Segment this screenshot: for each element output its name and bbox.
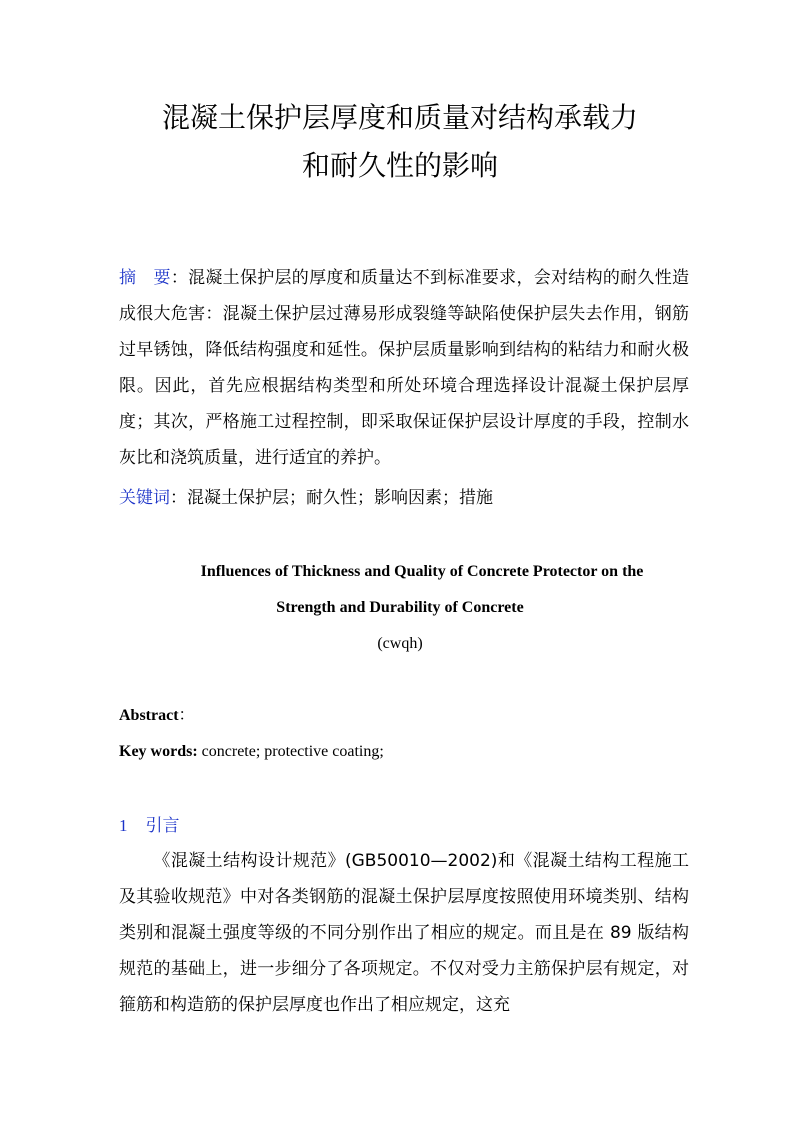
english-abstract-label: Abstract — [119, 707, 179, 724]
title-line-2: 和耐久性的影响 — [301, 149, 498, 182]
section-1-heading — [119, 814, 180, 838]
section-1-number: 1 — [119, 816, 128, 835]
abstract-text: 混凝土保护层的厚度和质量达不到标准要求，会对结构的耐久性造成很大危害：混凝土保护层过薄易形成裂缝等缺陷使保护层失去作用，钢筋过早锈蚀，降低结构强度和延性。保护层质量影响到结构的粘结力和耐火极限。因此，首先应根据结构类型和所处环境合理选择设计混凝土保护层厚度；其次，严格施工过程控制，即采取保证保护层设计厚度的手段，控制水灰比和浇筑质量，进行适宜的养护。 — [119, 268, 689, 468]
title-line-1: 混凝土保护层厚度和质量对结构承载力 — [161, 101, 638, 134]
english-title-line-1: Influences of Thickness and Quality of Concrete Protector on the — [200, 563, 644, 580]
abstract-separator: ： — [170, 268, 189, 288]
keywords-text: 混凝土保护层；耐久性；影响因素；措施 — [187, 488, 493, 508]
section-1-text: 《混凝土结构设计规范》(GB50010—2002)和《混凝土结构工程施工及其验收规范》中对各类钢筋的混凝土保护层厚度按照使用环境类别、结构类别和混凝土强度等级的不同分别作出了相应的规定。而且是在 89 版结构规范的基础上，进一步细分了各项规定。不仅对受力主筋保护层有规定，对箍筋和构造筋的保护层厚度也作出了相应规定，这充 — [119, 851, 689, 1015]
section-1-title: 引言 — [145, 816, 180, 836]
english-abstract-colon: ： — [178, 707, 195, 724]
english-abstract — [119, 706, 195, 726]
english-author: (cwqh) — [377, 635, 423, 652]
keywords-separator: ： — [170, 488, 187, 508]
keywords-zh — [119, 480, 689, 516]
abstract-label: 摘 要 — [119, 268, 171, 288]
english-title-line-2: Strength and Durability of Concrete — [276, 599, 524, 616]
keywords-label: 关键词 — [119, 488, 170, 508]
english-keywords — [119, 742, 384, 762]
abstract-zh — [119, 260, 689, 476]
english-keywords-text: concrete; protective coating; — [197, 743, 384, 760]
section-1-paragraph — [119, 843, 689, 1023]
english-keywords-label: Key words: — [119, 743, 198, 760]
